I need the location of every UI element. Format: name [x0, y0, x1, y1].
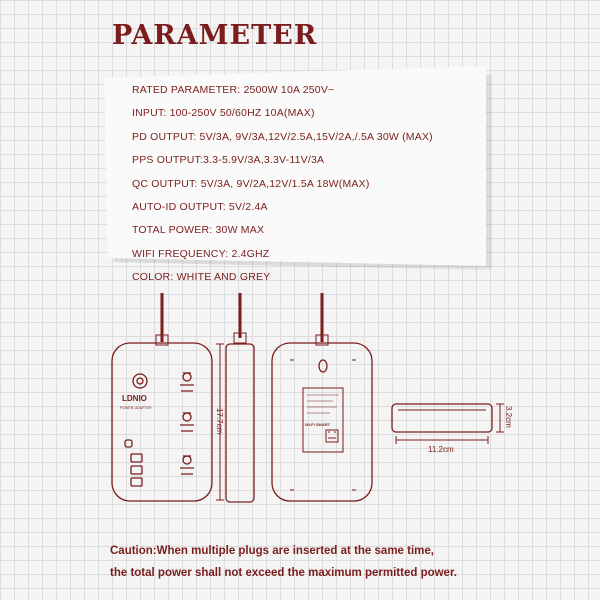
top-body — [392, 404, 492, 432]
front-body — [112, 343, 212, 501]
caution-line-2: the total power shall not exceed the maximum permitted power. — [110, 567, 457, 579]
caution-note — [110, 540, 457, 584]
front-view — [112, 293, 212, 501]
param-total-power: TOTAL POWER: 30W MAX — [132, 224, 265, 237]
socket-icon-3 — [180, 456, 194, 474]
param-rated: RATED PARAMETER: 2500W 10A 250V~ — [132, 84, 335, 96]
hanging-hole-icon — [319, 360, 327, 372]
top-view — [392, 404, 504, 444]
back-body — [272, 343, 372, 501]
param-color: COLOR: WHITE AND GREY — [132, 271, 271, 284]
side-view — [216, 293, 254, 502]
param-pps-output: PPS OUTPUT:3.3-5.9V/3A,3.3V-11V/3A — [132, 154, 325, 167]
param-qc-output: QC OUTPUT: 5V/3A, 9V/2A,12V/1.5A 18W(MAX) — [132, 177, 370, 190]
socket-icon-1 — [180, 373, 194, 391]
width-dimension: 11.2cm — [428, 445, 454, 454]
brand-subtitle: POWER, ADAPTER — [120, 406, 152, 410]
param-input: INPUT: 100-250V 50/60HZ 10A(MAX) — [132, 107, 315, 120]
param-auto-id-output: AUTO-ID OUTPUT: 5V/2.4A — [132, 200, 268, 213]
back-label-brand: Wi-Fi SMART — [305, 422, 331, 427]
usb-a-port-icon-3 — [131, 478, 142, 486]
brand-logo: LDNIO — [122, 394, 147, 403]
caution-line-1: Caution:When multiple plugs are inserted at the same time, — [110, 545, 434, 557]
power-switch-icon — [133, 374, 147, 388]
side-body — [226, 344, 254, 502]
parameter-list — [132, 83, 433, 294]
param-pd-output: PD OUTPUT: 5V/3A, 9V/3A,12V/2.5A,15V/2A,/.5A 30W (MAX) — [132, 130, 433, 143]
height-dimension: 17.7cm — [215, 408, 224, 435]
usb-a-port-icon-1 — [131, 454, 142, 462]
usb-a-port-icon-2 — [131, 466, 142, 474]
back-label — [303, 388, 343, 452]
qr-code-icon — [326, 430, 338, 442]
param-wifi-frequency: WIFI FREQUENCY: 2.4GHZ — [132, 247, 270, 260]
back-view — [272, 293, 372, 501]
depth-dimension: 3.2cm — [504, 406, 513, 428]
page-title: PARAMETER — [112, 20, 318, 51]
socket-icon-2 — [180, 413, 194, 431]
usb-c-port-icon — [125, 440, 132, 447]
